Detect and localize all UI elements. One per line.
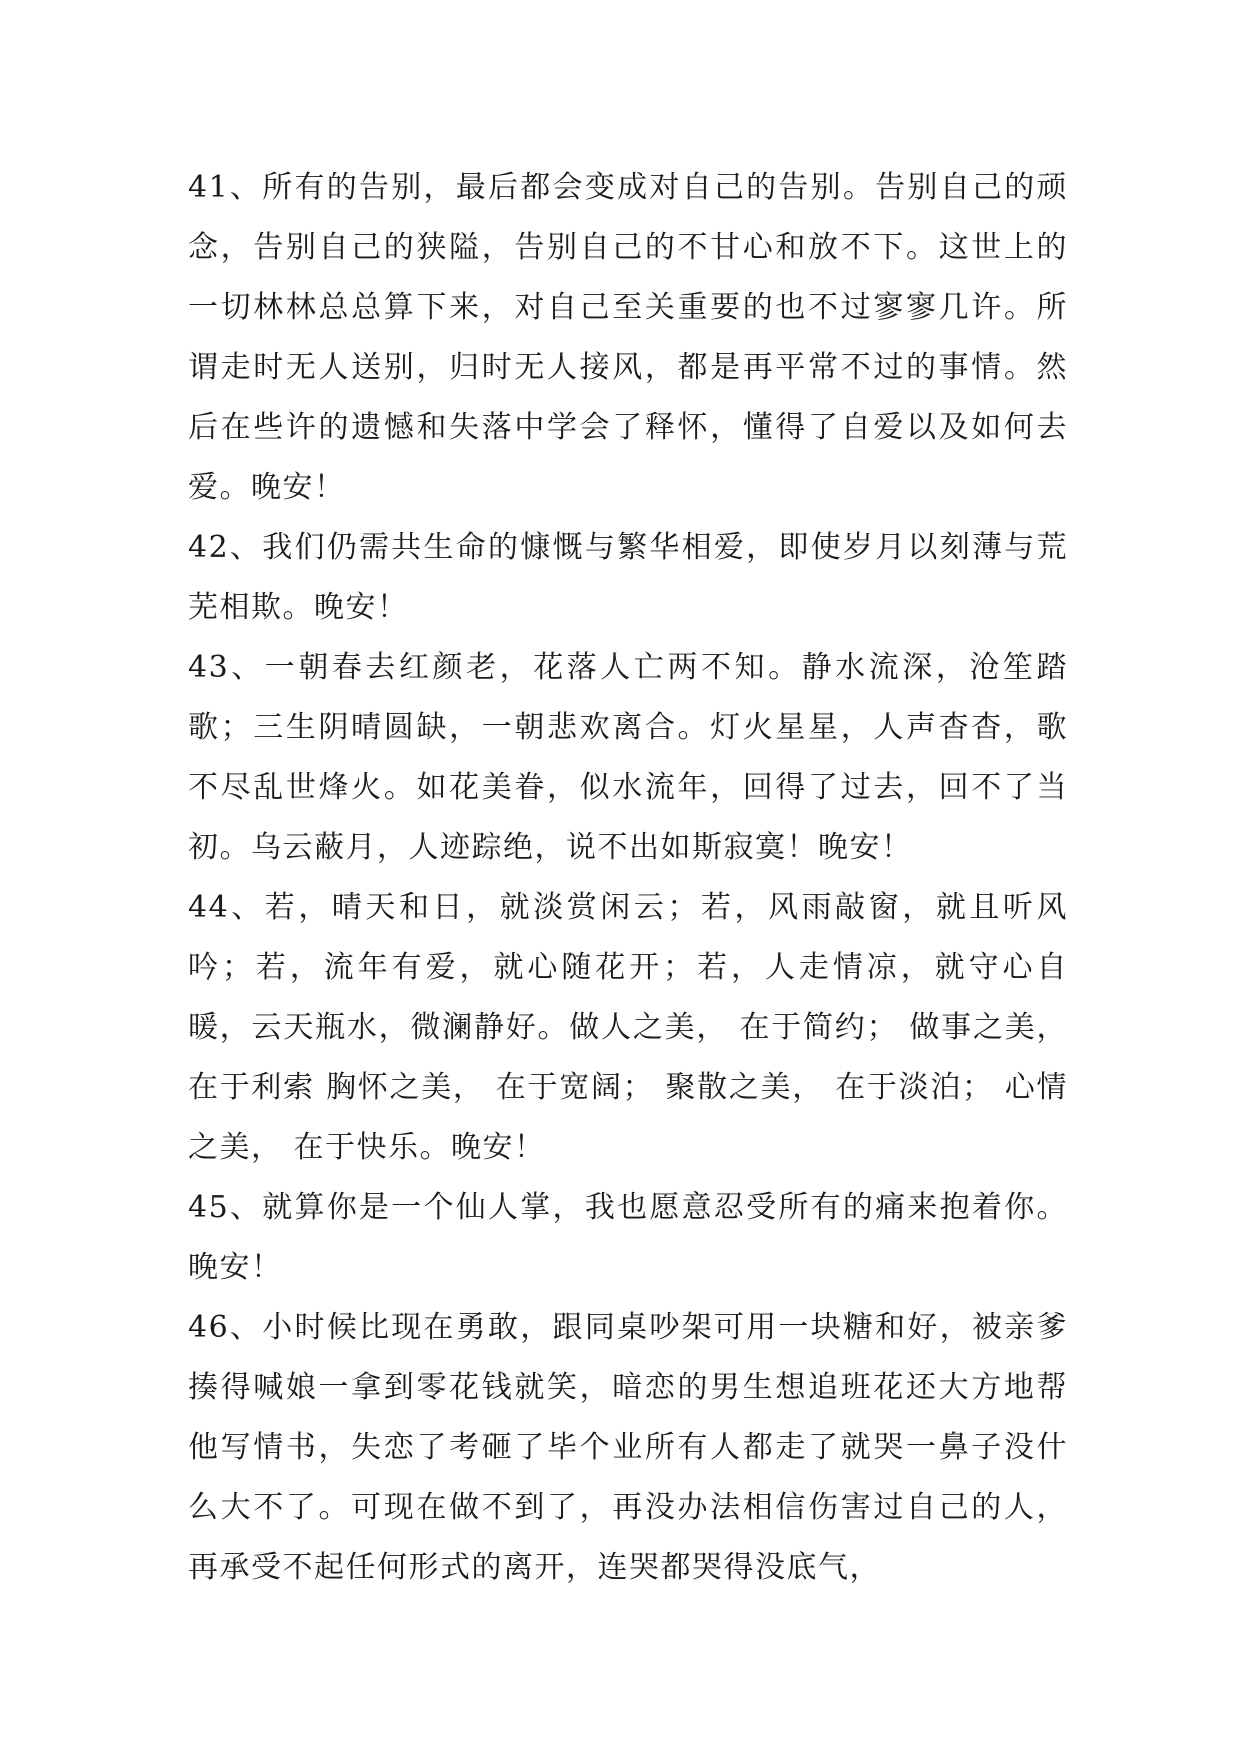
paragraph-44: 44、若，晴天和日，就淡赏闲云；若，风雨敲窗，就且听风吟；若，流年有爱，就心随花开；若，人走情凉，就守心自暖，云天瓶水，微澜静好。做人之美， 在于简约； 做事之美， 在于利索 胸怀之美， 在于宽阔； 聚散之美， 在于淡泊； 心情之美， 在于快乐。晚安！ [188, 890, 1068, 1165]
paragraph-42: 42、我们仍需共生命的慷慨与繁华相爱，即使岁月以刻薄与荒芜相欺。晚安！ [188, 530, 1068, 625]
document-body [188, 158, 1068, 1598]
paragraph-46: 46、小时候比现在勇敢，跟同桌吵架可用一块糖和好，被亲爹揍得喊娘一拿到零花钱就笑，暗恋的男生想追班花还大方地帮他写情书，失恋了考砸了毕个业所有人都走了就哭一鼻子没什么大不了。可现在做不到了，再没办法相信伤害过自己的人，再承受不起任何形式的离开，连哭都哭得没底气， [188, 1310, 1068, 1585]
paragraph-41: 41、所有的告别，最后都会变成对自己的告别。告别自己的顽念，告别自己的狭隘，告别自己的不甘心和放不下。这世上的一切林林总总算下来，对自己至关重要的也不过寥寥几许。所谓走时无人送别，归时无人接风，都是再平常不过的事情。然后在些许的遗憾和失落中学会了释怀，懂得了自爱以及如何去爱。晚安！ [188, 170, 1068, 505]
paragraph-45: 45、就算你是一个仙人掌，我也愿意忍受所有的痛来抱着你。晚安！ [188, 1190, 1068, 1285]
paragraph-43: 43、一朝春去红颜老，花落人亡两不知。静水流深，沧笙踏歌；三生阴晴圆缺，一朝悲欢离合。灯火星星，人声杳杳，歌不尽乱世烽火。如花美眷，似水流年，回得了过去，回不了当初。乌云蔽月，人迹踪绝，说不出如斯寂寞！晚安！ [188, 650, 1068, 865]
